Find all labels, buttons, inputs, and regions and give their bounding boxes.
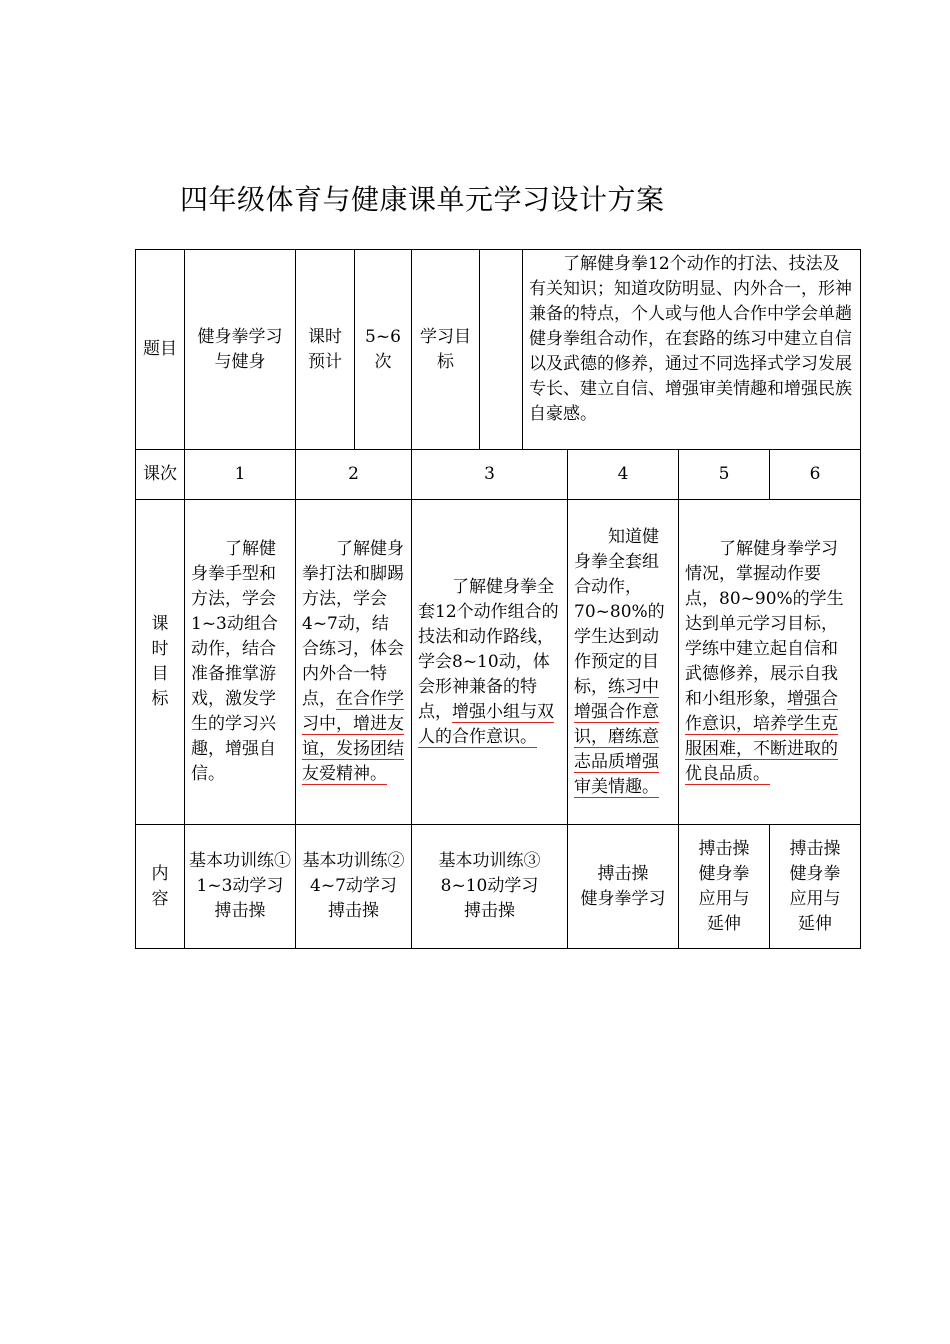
lesson-number: 2 bbox=[296, 450, 412, 500]
lesson-number: 6 bbox=[770, 450, 861, 500]
page-title: 四年级体育与健康课单元学习设计方案 bbox=[180, 183, 665, 216]
hours-value: 5~6次 bbox=[355, 250, 412, 450]
unit-goal-cell bbox=[523, 250, 861, 450]
unit-plan-table bbox=[135, 249, 861, 949]
lesson-number: 4 bbox=[568, 450, 679, 500]
topic-label bbox=[136, 250, 185, 450]
table-row bbox=[136, 450, 861, 500]
lesson-content: 搏击操 健身拳 应用与 延伸 bbox=[679, 825, 770, 949]
lesson-goal-underlined: 练习中增强合作意识，磨练意志品质增强审美情趣。 bbox=[574, 676, 659, 797]
lesson-goal-4 bbox=[568, 500, 679, 825]
hours-label: 课时预计 bbox=[296, 250, 355, 450]
content-label bbox=[136, 825, 185, 949]
lesson-goal-underlined: 在合作学习中，增进友谊，发扬团结友爱精神。 bbox=[302, 689, 404, 784]
topic-label-text: 题目 bbox=[143, 339, 177, 359]
lesson-number: 3 bbox=[412, 450, 568, 500]
lesson-number: 1 bbox=[185, 450, 296, 500]
lesson-goal-text: 了解健身拳打法和脚踢方法，学会4~7动，结合练习，体会内外合一特点， bbox=[302, 539, 404, 709]
table-row bbox=[136, 500, 861, 825]
lesson-content: 基本功训练② 4~7动学习 搏击操 bbox=[296, 825, 412, 949]
lesson-content: 搏击操 健身拳 应用与 延伸 bbox=[770, 825, 861, 949]
lesson-goal-5-6 bbox=[679, 500, 861, 825]
lesson-goal-text: 了解健身拳手型和方法，学会1~3动组合动作，结合准备推掌游戏，激发学生的学习兴趣，增强自信。 bbox=[191, 539, 278, 784]
lesson-goal-text: 了解健身拳学习情况，掌握动作要点，80~90%的学生达到单元学习目标，学练中建立起自信和武德修养，展示自我和小组形象， bbox=[685, 539, 844, 709]
lesson-goal-text: 知道健身拳全套组合动作，70~80%的学生达到动作预定的目标， bbox=[574, 526, 665, 697]
lesson-goal-text: 了解健身拳全套12个动作组合的技法和动作路线，学会8~10动，体会形神兼备的特点， bbox=[418, 576, 559, 722]
content-label-text: 内容 bbox=[151, 863, 169, 909]
lesson-content: 基本功训练① 1~3动学习 搏击操 bbox=[185, 825, 296, 949]
lesson-content: 搏击操 健身拳学习 bbox=[568, 825, 679, 949]
unit-goal-text: 了解健身拳12个动作的打法、技法及有关知识；知道攻防明显、内外合一，形神兼备的特点，个人或与他人合作中学会单趟健身拳组合动作，在套路的练习中建立自信以及武德的修养，通过不同选择式学习发展专长、建立自信、增强审美情趣和增强民族自豪感。 bbox=[529, 254, 852, 424]
table-row bbox=[136, 825, 861, 949]
lesson-goal-2 bbox=[296, 500, 412, 825]
lesson-goal-3 bbox=[412, 500, 568, 825]
lesson-content: 基本功训练③ 8~10动学习 搏击操 bbox=[412, 825, 568, 949]
lesson-goal-1 bbox=[185, 500, 296, 825]
lesson-goal-underlined: 增强小组与双人的合作意识。 bbox=[418, 701, 554, 747]
lesson-goal-label-text: 课时目标 bbox=[151, 614, 169, 709]
lesson-number: 5 bbox=[679, 450, 770, 500]
table-row bbox=[136, 250, 861, 450]
lesson-goal-underlined: 增强合作意识，培养学生克服困难，不断进取的优良品质。 bbox=[685, 689, 838, 784]
goal-label: 学习目标 bbox=[412, 250, 480, 450]
lesson-label bbox=[136, 450, 185, 500]
lesson-label-text: 课次 bbox=[143, 464, 177, 484]
lesson-goal-label bbox=[136, 500, 185, 825]
topic-value: 健身拳学习与健身 bbox=[185, 250, 296, 450]
